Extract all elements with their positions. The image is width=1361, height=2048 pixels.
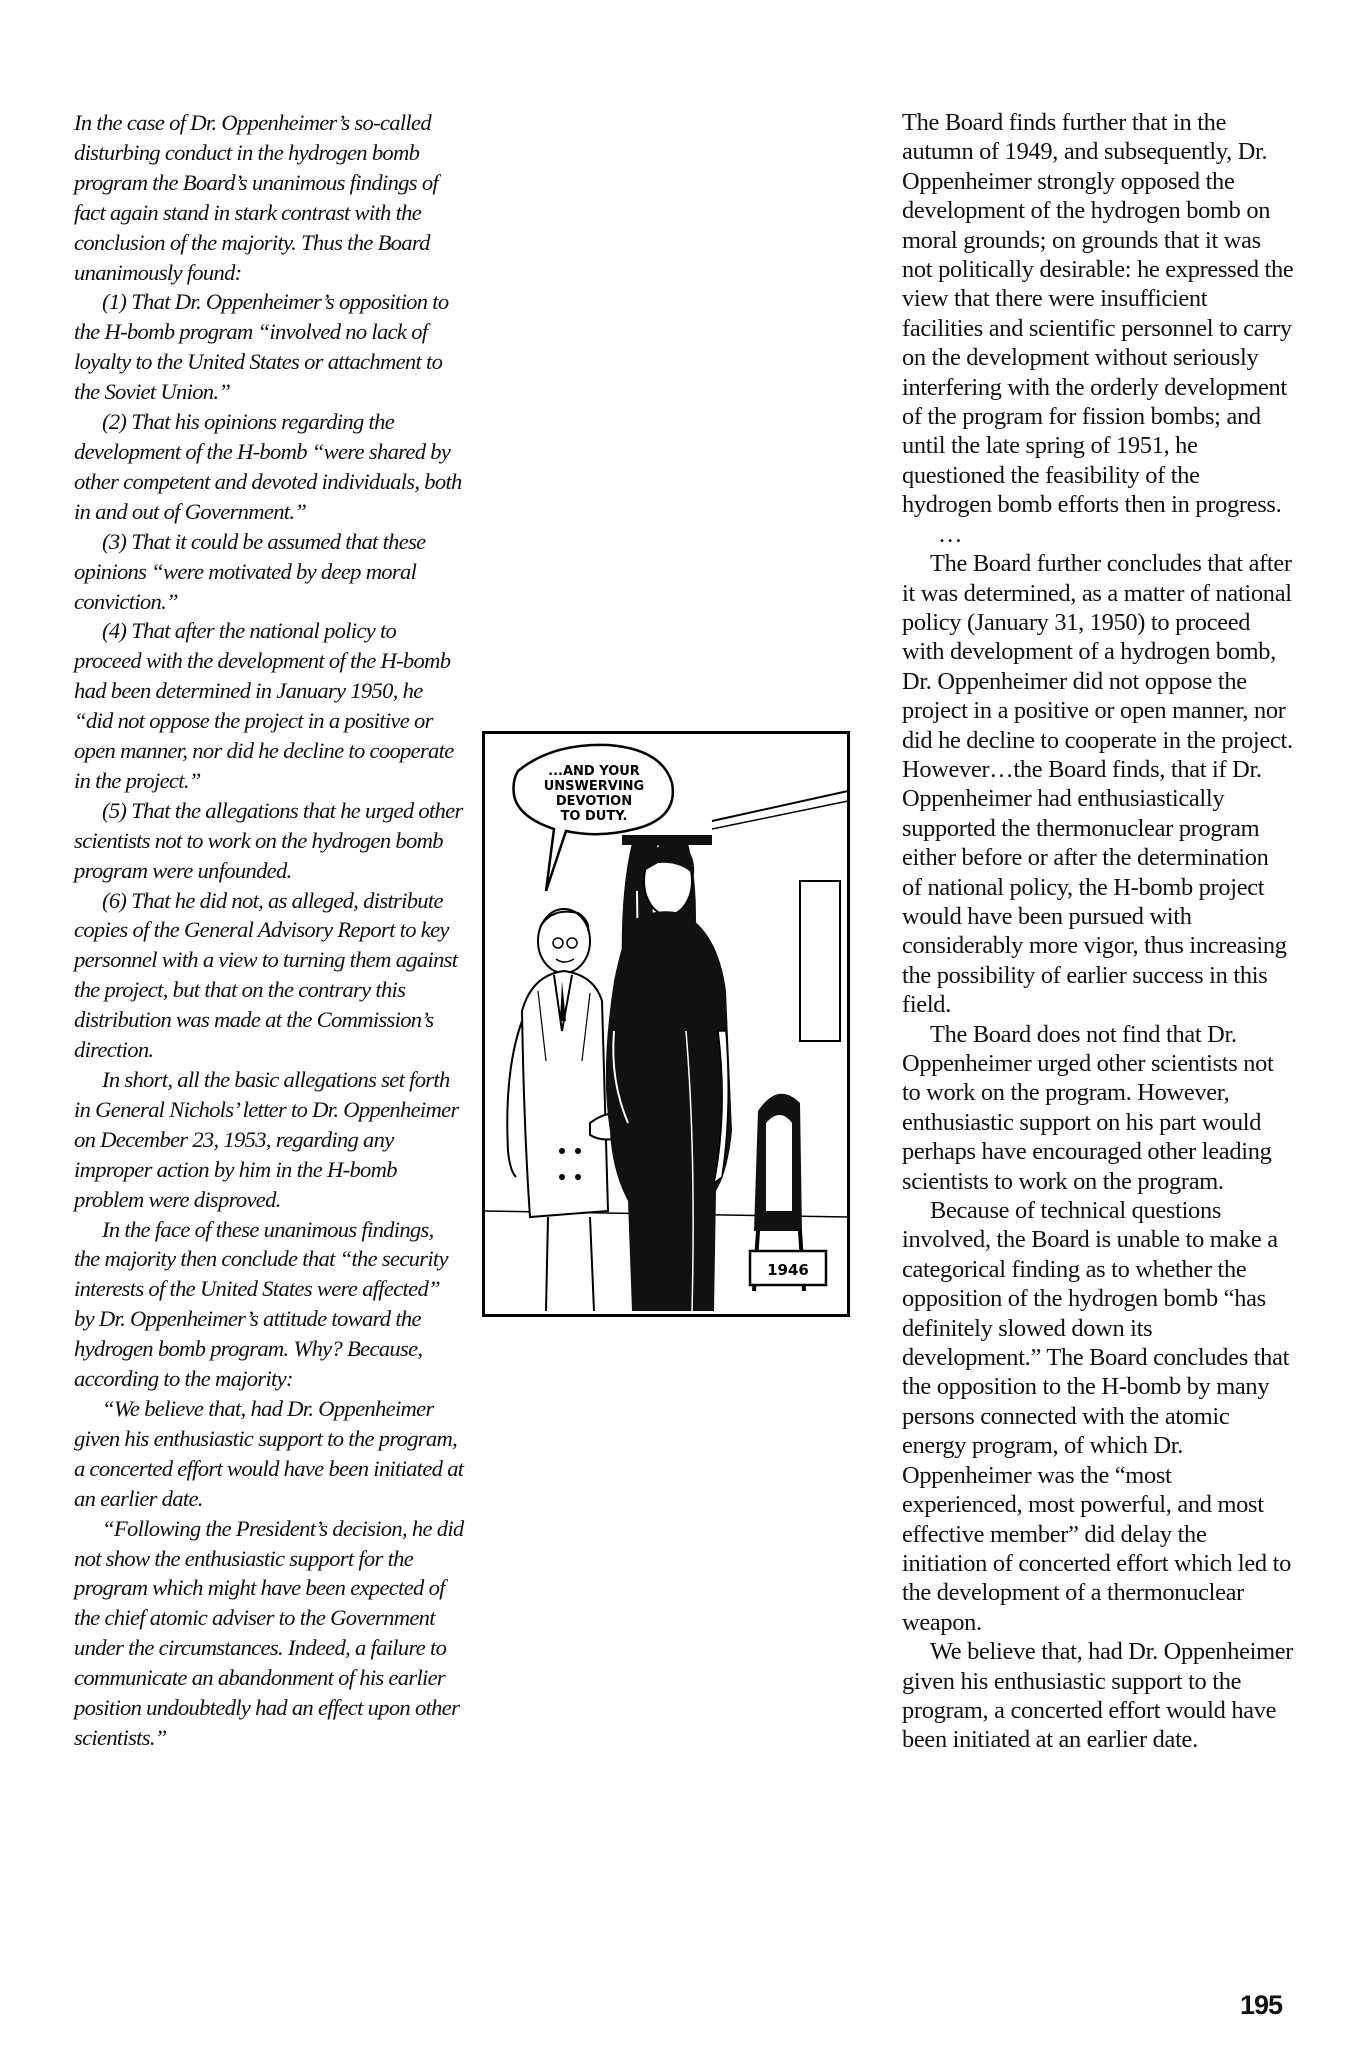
paragraph: The Board does not find that Dr. Oppenheimer urged other scientists not to work on the program. However, enthusiastic support on his part would perhaps have encouraged other leading scientists to work on the program. xyxy=(902,1020,1274,1195)
paragraph: “Following the President’s decision, he did not show the enthusiastic support for the program which might have been expected of the chief atomic adviser to the Government under the circumstances. Indeed, a failure to communicate an abandonment of his earlier position undoubtedly had an effect upon other scientists.” xyxy=(74,1515,464,1750)
paragraph: The Board finds further that in the autumn of 1949, and subsequently, Dr. Oppenheimer strongly opposed the development of the hydrogen bomb on moral grounds; on grounds that it was not politically desirable: he expressed the view that there were insufficient facilities and scientific personnel to carry on the development without seriously interfering with the orderly development of the program for fission bombs; and until the late spring of 1951, he questioned the feasibility of the hydrogen bomb efforts then in progress. xyxy=(902,109,1294,519)
paragraph: (6) That he did not, as alleged, distribute copies of the General Advisory Report to key personnel with a view to turning them against the project, but that on the contrary this distribution was made at the Commission’s direction. xyxy=(74,887,458,1063)
comic-panel-illustration xyxy=(482,731,850,1317)
speech-line: UNSWERVING xyxy=(543,779,645,794)
paragraph: (5) That the allegations that he urged other scientists not to work on the hydrogen bomb program were unfounded. xyxy=(74,797,463,883)
paragraph: (2) That his opinions regarding the development of the H-bomb “were shared by other competent and devoted individuals, both in and out of Government.” xyxy=(74,409,462,524)
speech-line: ...AND YOUR xyxy=(548,764,640,779)
right-column-text xyxy=(902,108,1294,1755)
speech-line: DEVOTION xyxy=(555,794,633,809)
paragraph: (1) That Dr. Oppenheimer’s opposition to the H-bomb program “involved no lack of loyalty to the United States or attachment to the Soviet Union.” xyxy=(74,289,449,405)
paragraph: Because of technical questions involved, the Board is unable to make a categorical finding as to whether the opposition of the hydrogen bomb “has definitely slowed down its development.” The Board concludes that the opposition to the H-bomb by many persons connected with the atomic energy program, of which Dr. Oppenheimer was the “most experienced, most powerful, and most effective member” did delay the initiation of concerted effort which led to the development of a thermonuclear weapon. xyxy=(902,1197,1291,1636)
paragraph: The Board further concludes that after it was determined, as a matter of national policy (January 31, 1950) to proceed with development of a hydrogen bomb, Dr. Oppenheimer did not oppose the project in a positive or open manner, nor did he decline to cooperate in the project. However…the Board finds, that if Dr. Oppenheimer had enthusiastically supported the thermonuclear program either before or after the determination of national policy, the H-bomb project would have been pursued with considerably more vigor, thus increasing the possibility of earlier success in this field. xyxy=(902,550,1293,1019)
speech-line: TO DUTY. xyxy=(560,809,628,824)
left-column-text xyxy=(74,108,464,1753)
paragraph: In short, all the basic allegations set forth in General Nichols’ letter to Dr. Oppenheimer on December 23, 1953, regarding any improper action by him in the H-bomb problem were disproved. xyxy=(74,1067,459,1212)
paragraph: In the case of Dr. Oppenheimer’s so-called disturbing conduct in the hydrogen bomb program the Board’s unanimous findings of fact again stand in stark contrast with the conclusion of the majority. Thus the Board unanimously found: xyxy=(74,110,438,285)
paragraph: (3) That it could be assumed that these opinions “were motivated by deep moral conviction.” xyxy=(74,528,426,614)
paragraph: In the face of these unanimous findings, the majority then conclude that “the security interests of the United States were affected” by Dr. Oppenheimer’s attitude toward the hydrogen bomb program. Why? Because, according to the majority: xyxy=(74,1216,448,1392)
paragraph: (4) That after the national policy to proceed with the development of the H-bomb had been determined in January 1950, he “did not oppose the project in a positive or open manner, nor did he decline to cooperate in the project.” xyxy=(74,618,454,793)
comic-panel xyxy=(482,731,850,1317)
ellipsis: … xyxy=(938,520,963,548)
caption-year: 1946 xyxy=(767,1261,809,1279)
paragraph: We believe that, had Dr. Oppenheimer given his enthusiastic support to the program, a concerted effort would have been initiated at an earlier date. xyxy=(902,1638,1294,1754)
paragraph: “We believe that, had Dr. Oppenheimer given his enthusiastic support to the program, a concerted effort would have been initiated at an earlier date. xyxy=(74,1395,464,1511)
page-number: 195 xyxy=(1240,1990,1283,2020)
